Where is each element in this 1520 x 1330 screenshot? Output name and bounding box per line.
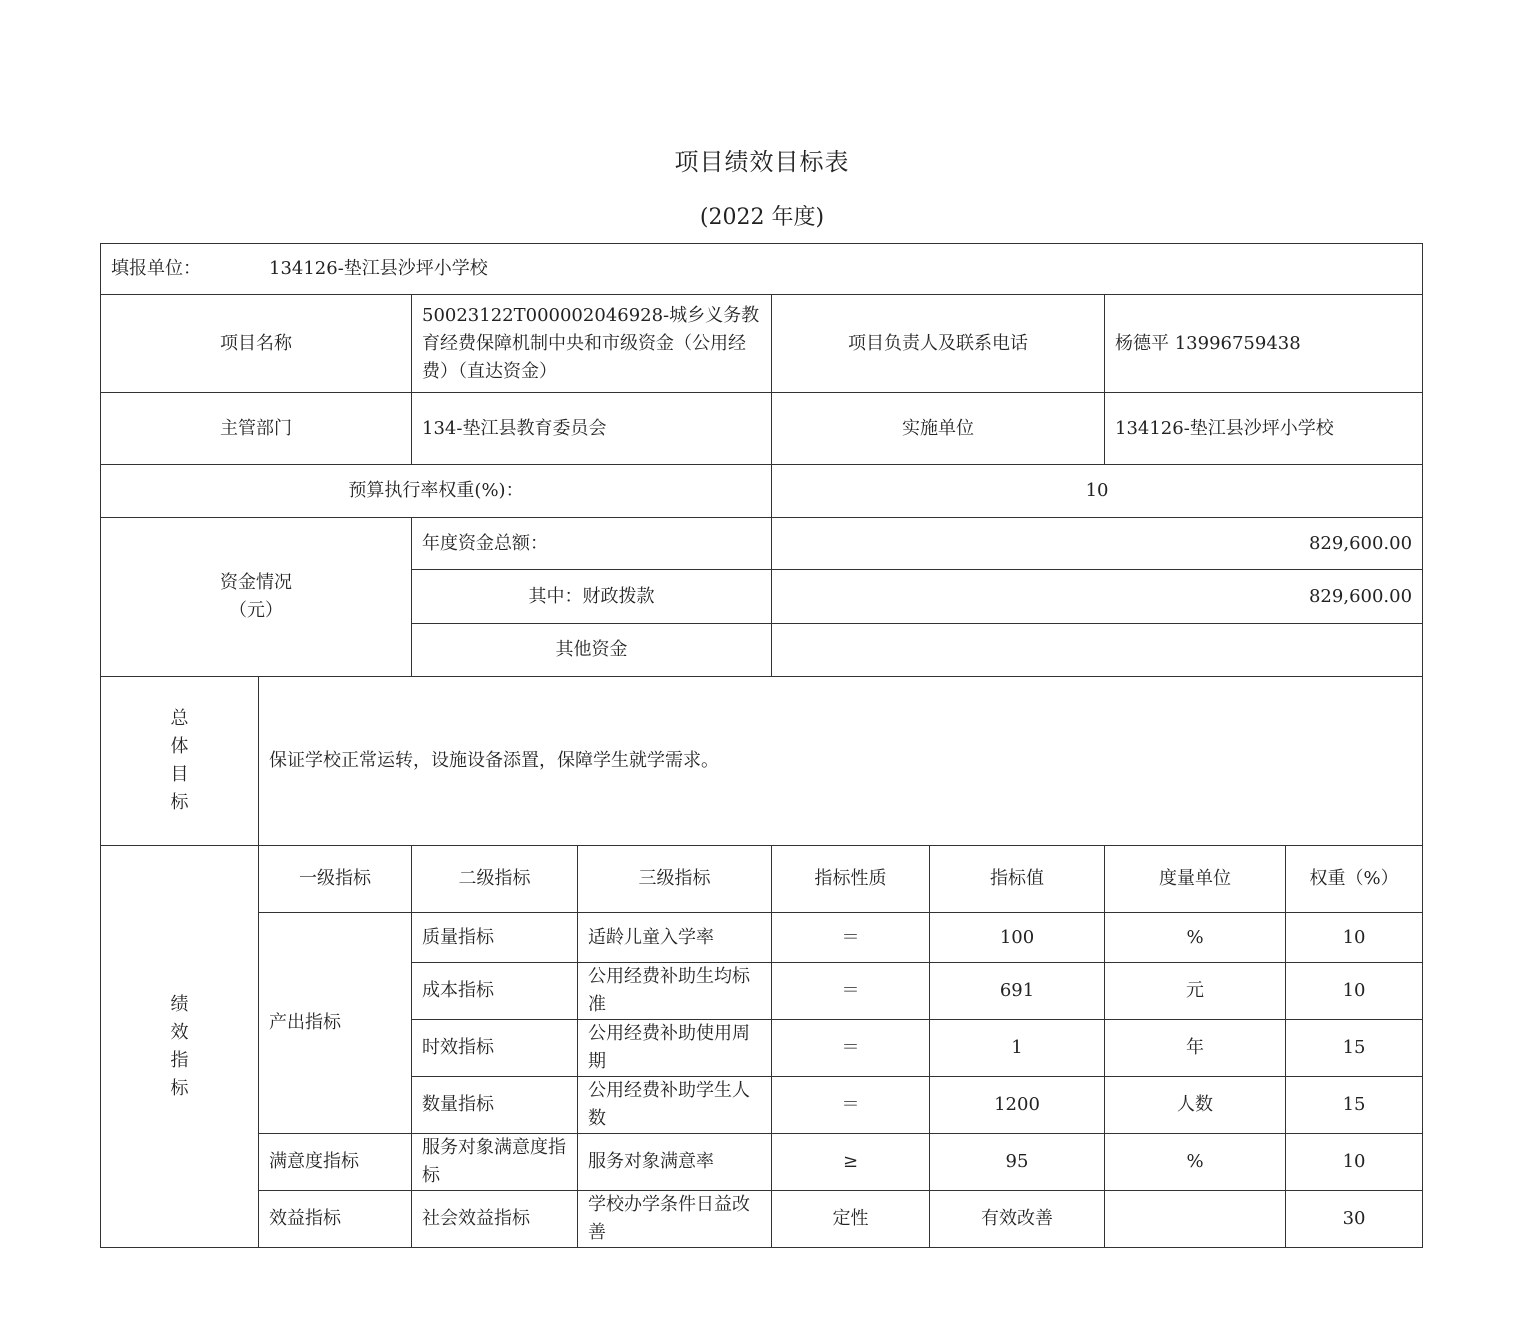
group-output: 产出指标 — [259, 913, 412, 1134]
level3-cell: 公用经费补助生均标准 — [578, 963, 772, 1020]
level3-cell: 适龄儿童入学率 — [578, 913, 772, 963]
nature-cell: 定性 — [772, 1191, 930, 1248]
header-level1: 一级指标 — [259, 846, 412, 913]
value-cell: 1 — [930, 1020, 1105, 1077]
header-level2: 二级指标 — [412, 846, 578, 913]
project-name-value: 50023122T000002046928-城乡义务教育经费保障机制中央和市级资金（公用经费）（直达资金） — [412, 295, 772, 393]
reporting-unit-row — [101, 244, 1423, 295]
nature-cell: ≥ — [772, 1134, 930, 1191]
group-benefit: 效益指标 — [259, 1191, 412, 1248]
project-manager-label: 项目负责人及联系电话 — [772, 295, 1105, 393]
table-row — [101, 1134, 1423, 1191]
header-weight: 权重（%） — [1286, 846, 1423, 913]
funds-total-row — [101, 518, 1423, 570]
implementing-unit-value: 134126-垫江县沙坪小学校 — [1105, 393, 1423, 465]
group-satisfaction: 满意度指标 — [259, 1134, 412, 1191]
funds-label-line1: 资金情况 — [220, 572, 292, 593]
project-row — [101, 295, 1423, 393]
overall-goal-char: 总 — [170, 708, 189, 729]
overall-goal-text: 保证学校正常运转，设施设备添置，保障学生就学需求。 — [259, 677, 1423, 846]
table-row — [101, 1191, 1423, 1248]
page-subtitle: (2022 年度) — [699, 205, 825, 230]
funds-label-line2: （元） — [229, 600, 283, 621]
weight-cell: 15 — [1286, 1077, 1423, 1134]
indicators-label — [101, 846, 259, 1248]
indicators-char: 标 — [170, 1077, 189, 1099]
overall-goal-row — [101, 677, 1423, 846]
budget-weight-label: 预算执行率权重(%)： — [101, 465, 772, 518]
budget-weight-row — [101, 465, 1423, 518]
nature-cell: ＝ — [772, 1020, 930, 1077]
unit-cell: 年 — [1105, 1020, 1286, 1077]
weight-cell: 10 — [1286, 913, 1423, 963]
header-level3: 三级指标 — [578, 846, 772, 913]
indicators-char: 效 — [170, 1021, 189, 1043]
reporting-unit-value: 134126-垫江县沙坪小学校 — [269, 258, 488, 279]
funds-fiscal-label: 其中：财政拨款 — [412, 570, 772, 624]
performance-table — [100, 243, 1423, 1248]
unit-cell: % — [1105, 1134, 1286, 1191]
level2-cell: 数量指标 — [412, 1077, 578, 1134]
project-manager-value: 杨德平 13996759438 — [1105, 295, 1423, 393]
weight-cell: 15 — [1286, 1020, 1423, 1077]
funds-other-value — [772, 624, 1423, 677]
reporting-unit-label: 填报单位： — [111, 258, 201, 279]
weight-cell: 30 — [1286, 1191, 1423, 1248]
budget-weight-value: 10 — [772, 465, 1423, 518]
value-cell: 691 — [930, 963, 1105, 1020]
overall-goal-char: 体 — [170, 736, 189, 757]
weight-cell: 10 — [1286, 1134, 1423, 1191]
level2-cell: 时效指标 — [412, 1020, 578, 1077]
reporting-unit-cell — [101, 244, 1423, 295]
level2-cell: 质量指标 — [412, 913, 578, 963]
value-cell: 95 — [930, 1134, 1105, 1191]
level3-cell: 公用经费补助学生人数 — [578, 1077, 772, 1134]
indicator-header-row — [101, 846, 1423, 913]
level2-cell: 成本指标 — [412, 963, 578, 1020]
weight-cell: 10 — [1286, 963, 1423, 1020]
value-cell: 有效改善 — [930, 1191, 1105, 1248]
table-row — [101, 913, 1423, 963]
unit-cell: 人数 — [1105, 1077, 1286, 1134]
value-cell: 100 — [930, 913, 1105, 963]
funds-total-label: 年度资金总额： — [412, 518, 772, 570]
nature-cell: ＝ — [772, 913, 930, 963]
project-name-label: 项目名称 — [101, 295, 412, 393]
funds-other-label: 其他资金 — [412, 624, 772, 677]
value-cell: 1200 — [930, 1077, 1105, 1134]
unit-cell — [1105, 1191, 1286, 1248]
department-row — [101, 393, 1423, 465]
level3-cell: 服务对象满意率 — [578, 1134, 772, 1191]
level2-cell: 服务对象满意度指标 — [412, 1134, 578, 1191]
header-unit: 度量单位 — [1105, 846, 1286, 913]
overall-goal-label — [101, 677, 259, 846]
implementing-unit-label: 实施单位 — [772, 393, 1105, 465]
overall-goal-char: 目 — [170, 764, 189, 785]
indicators-char: 绩 — [170, 993, 189, 1015]
funds-label — [101, 518, 412, 677]
unit-cell: 元 — [1105, 963, 1286, 1020]
department-label: 主管部门 — [101, 393, 412, 465]
funds-total-value: 829,600.00 — [772, 518, 1423, 570]
page-title: 项目绩效目标表 — [674, 148, 850, 176]
nature-cell: ＝ — [772, 1077, 930, 1134]
unit-cell: % — [1105, 913, 1286, 963]
header-nature: 指标性质 — [772, 846, 930, 913]
funds-fiscal-value: 829,600.00 — [772, 570, 1423, 624]
level2-cell: 社会效益指标 — [412, 1191, 578, 1248]
indicators-char: 指 — [170, 1049, 189, 1071]
department-value: 134-垫江县教育委员会 — [412, 393, 772, 465]
overall-goal-char: 标 — [170, 792, 189, 813]
level3-cell: 公用经费补助使用周期 — [578, 1020, 772, 1077]
header-value: 指标值 — [930, 846, 1105, 913]
nature-cell: ＝ — [772, 963, 930, 1020]
level3-cell: 学校办学条件日益改善 — [578, 1191, 772, 1248]
